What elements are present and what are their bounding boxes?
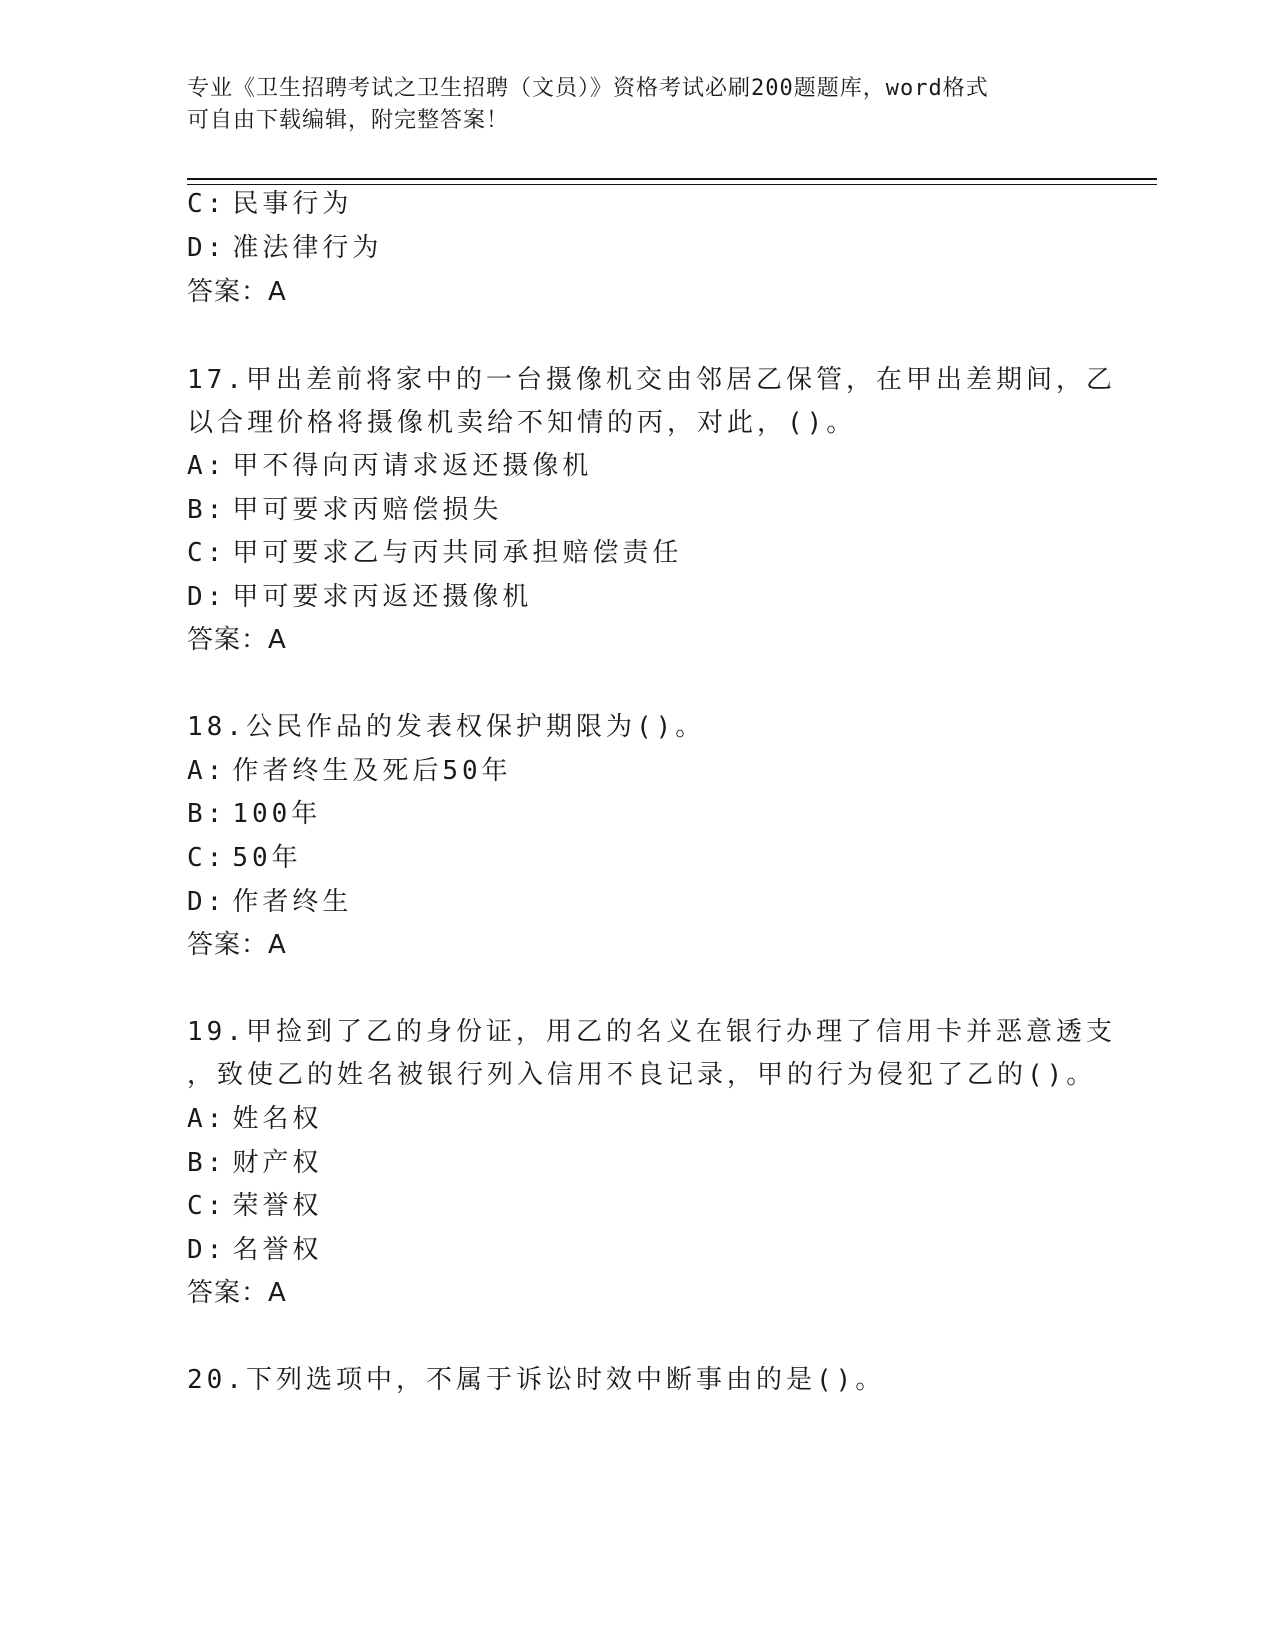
q17-option-a: A: 甲不得向丙请求返还摄像机 [187, 451, 593, 481]
header-line-2: 可自由下载编辑，附完整答案！ [187, 108, 510, 133]
q19-stem-line-1: 19.甲捡到了乙的身份证，用乙的名义在银行办理了信用卡并恶意透支 [187, 1017, 1116, 1047]
q19-option-a: A: 姓名权 [187, 1104, 323, 1134]
q17-answer: 答案：A [187, 625, 287, 655]
q17-option-b: B: 甲可要求丙赔偿损失 [187, 495, 503, 525]
q18-option-c: C: 50年 [187, 843, 302, 873]
q17-stem-line-2: 以合理价格将摄像机卖给不知情的丙，对此，()。 [187, 408, 857, 438]
q17-option-d: D: 甲可要求丙返还摄像机 [187, 582, 533, 612]
q18-option-b: B: 100年 [187, 799, 322, 829]
q18-option-a: A: 作者终生及死后50年 [187, 756, 512, 786]
q19-answer: 答案：A [187, 1278, 287, 1308]
header-line-1: 专业《卫生招聘考试之卫生招聘（文员）》资格考试必刷200题题库，word格式 [187, 76, 989, 101]
q19-option-c: C: 荣誉权 [187, 1191, 323, 1221]
prev-option-c: C: 民事行为 [187, 189, 353, 219]
q19-option-b: B: 财产权 [187, 1148, 323, 1178]
q20-stem-line-1: 20.下列选项中，不属于诉讼时效中断事由的是()。 [187, 1365, 886, 1395]
q17-stem-line-1: 17.甲出差前将家中的一台摄像机交由邻居乙保管，在甲出差期间，乙 [187, 365, 1116, 395]
page-header [187, 73, 1067, 137]
q18-option-d: D: 作者终生 [187, 887, 353, 917]
prev-option-d: D: 准法律行为 [187, 233, 383, 263]
q19-stem-line-2: ，致使乙的姓名被银行列入信用不良记录，甲的行为侵犯了乙的()。 [187, 1060, 1097, 1090]
header-rule-thin [187, 184, 1157, 185]
header-rule-thick [187, 178, 1157, 180]
q18-stem-line-1: 18.公民作品的发表权保护期限为()。 [187, 712, 706, 742]
prev-answer: 答案：A [187, 277, 287, 307]
q19-option-d: D: 名誉权 [187, 1235, 323, 1265]
q18-answer: 答案：A [187, 930, 287, 960]
q17-option-c: C: 甲可要求乙与丙共同承担赔偿责任 [187, 538, 683, 568]
